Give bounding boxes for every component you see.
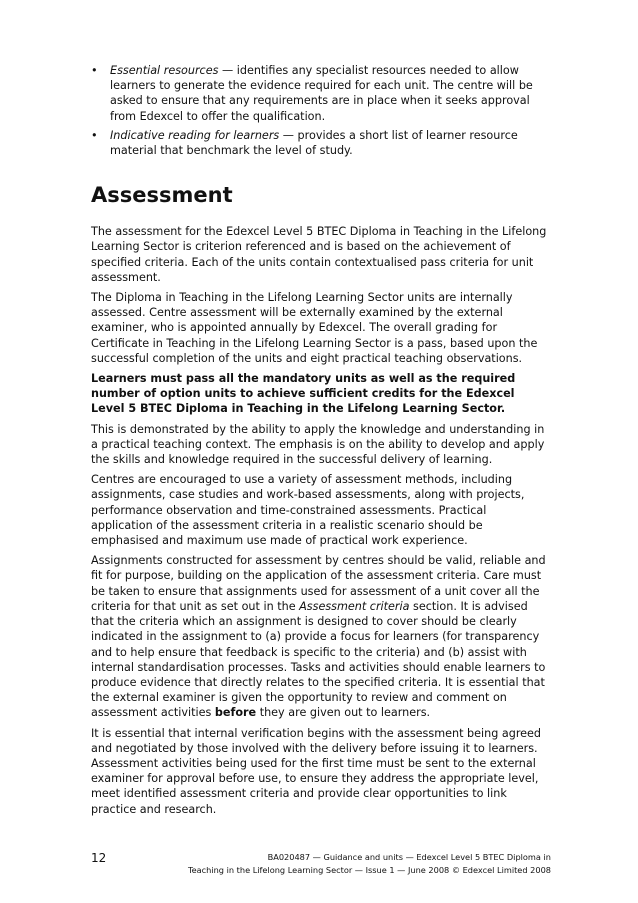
page-number: 12 [91,851,107,865]
bullet-term: Essential resources [110,64,219,77]
paragraph: Centres are encouraged to use a variety of assessment methods, including assignments, case studies and work-based assessments, along with projects, performance observation and time-constrained assessments. Practical application of the assessment criteria in a realistic scenario should be emphasised and maximum use made of practical work experience. [91,473,525,548]
paragraph: The Diploma in Teaching in the Lifelong Learning Sector units are internally assessed. Centre assessment will be externally examined by the external examiner, who is appointed annually by Edexcel. The overall grading for Certificate in Teaching in the Lifelong Learning Sector is a pass, based upon the successful completion of the units and eight practical teaching observations. [91,291,538,365]
paragraph-text: they are given out to learners. [256,706,431,720]
list-item [91,63,551,124]
paragraph [91,553,551,720]
bold-word: before [214,706,257,720]
paragraph: This is demonstrated by the ability to apply the knowledge and understanding in a practical teaching context. The emphasis is on the ability to develop and apply the skills and knowledge required in the successful delivery of learning. [91,422,545,467]
page-content [91,63,551,822]
bullet-term: Indicative reading for learners [110,128,280,142]
page-footer [91,851,551,881]
paragraph-text: Assignments constructed for assessment by centres should be valid, reliable and fit for purpose, building on the application of the assessment criteria. Care must be taken to ensure that assignments used for assessment of a unit cover all the criteria for that unit as set out in the [91,554,546,613]
footer-text [188,851,551,877]
bullet-text: — identifies any specialist resources needed to allow learners to generate the evidence required for each unit. The centre will be asked to ensure that any requirements are in place when it seeks approval from Edexcel to offer the qualification. [110,64,533,123]
italic-reference: Assessment criteria [299,599,410,613]
bullet-icon: • [91,128,98,142]
paragraph: It is essential that internal verification begins with the assessment being agreed and negotiated by those involved with the delivery before issuing it to learners. Assessment activities being used for the first time must be sent to the external examiner for approval before use, to ensure they address the appropriate level, meet identified assessment criteria and provide clear opportunities to link practice and research. [91,726,542,816]
bullet-icon: • [91,64,98,77]
list-item [91,128,551,158]
footer-line: BA020487 — Guidance and units — Edexcel Level 5 BTEC Diploma in [267,852,551,862]
paragraph: The assessment for the Edexcel Level 5 BTEC Diploma in Teaching in the Lifelong Learning Sector is criterion referenced and is based on the achievement of specified criteria. Each of the units contain contextualised pass criteria for unit assessment. [91,225,547,284]
footer-line: Teaching in the Lifelong Learning Sector — Issue 1 — June 2008 © Edexcel Limited 2008 [187,865,551,875]
paragraph-text: section. It is advised that the criteria which an assignment is designed to cover should be clearly indicated in the assignment to (a) provide a focus for learners (for transparency and to help ensure that feedback is specific to the criteria) and (b) assist with internal standardisation processes. Tasks and activities should enable learners to produce evidence that directly relates to the specified criteria. It is essential that the external examiner is given the opportunity to review and comment on assessment activities [91,599,546,720]
section-heading: Assessment [91,183,233,208]
bold-paragraph: Learners must pass all the mandatory units as well as the required number of option units to achieve sufficient credits for the Edexcel Level 5 BTEC Diploma in Teaching in the Lifelong Learning Sector. [91,372,516,416]
bullet-list [91,63,551,158]
bullet-text: — provides a short list of learner resource material that benchmark the level of study. [110,128,518,158]
